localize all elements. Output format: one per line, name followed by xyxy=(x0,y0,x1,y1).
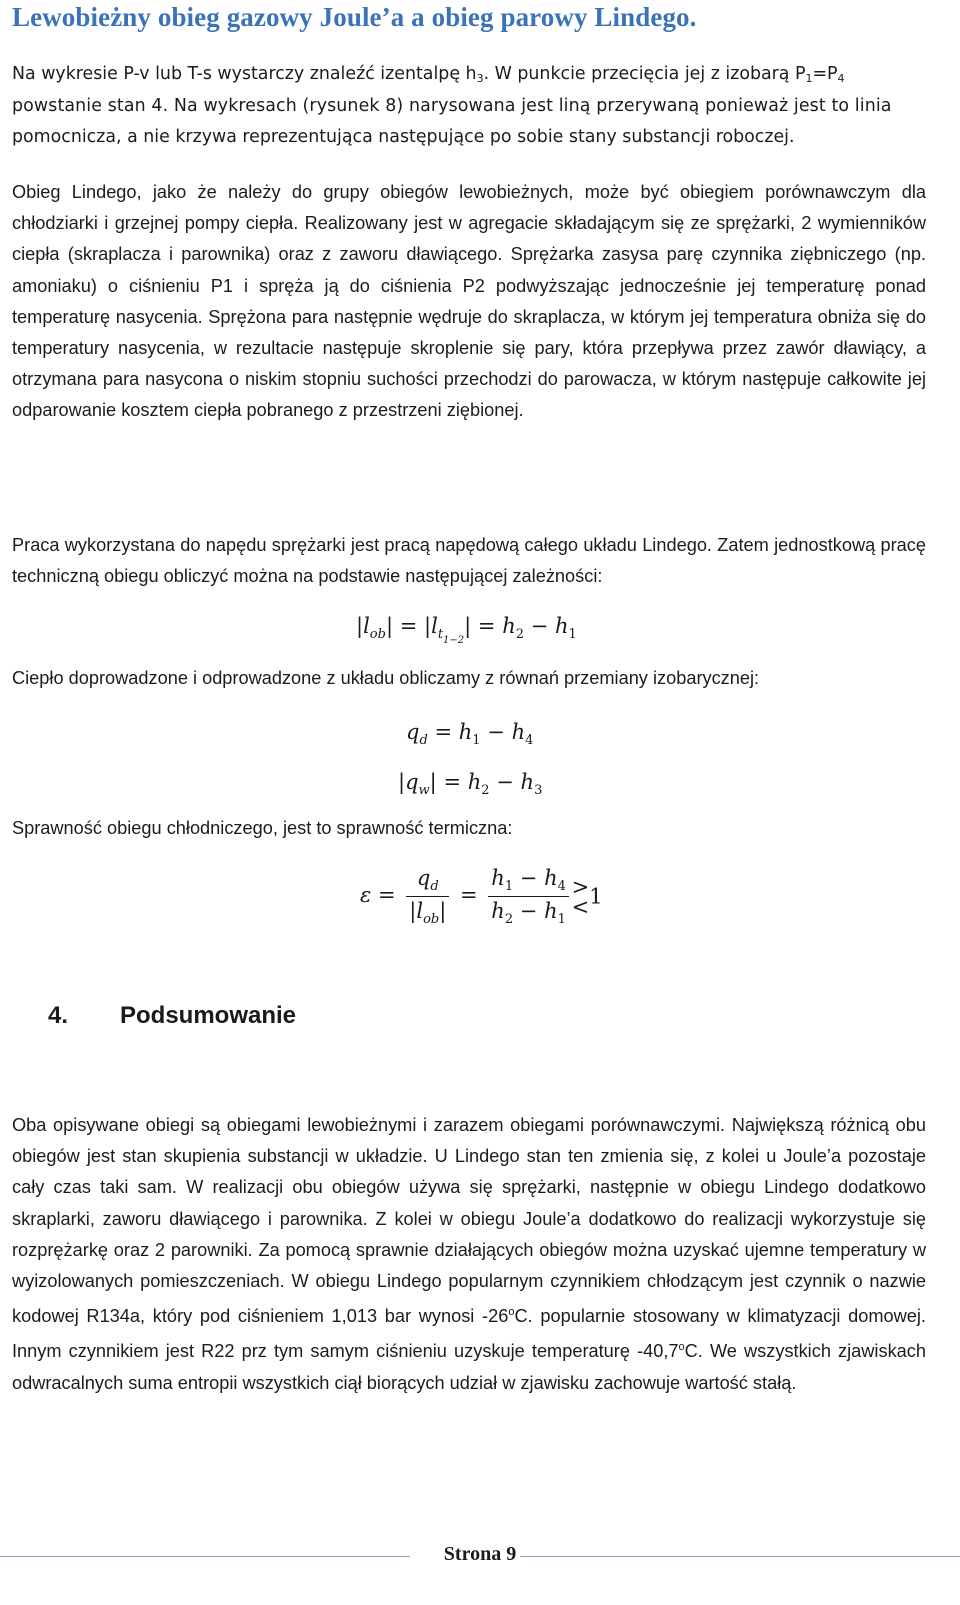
equation-heat-out: $|q_w| = h_2 - h_3$ xyxy=(398,770,543,798)
section-title: Podsumowanie xyxy=(120,1002,297,1029)
intro-sub-1: 1 xyxy=(805,72,813,85)
efficiency-fraction-1: $\frac{q_d}{|l_{ob}|}$ xyxy=(406,866,449,927)
intro-text-a: Na wykresie P-v lub T-s wystarczy znaleźć izentalpę h xyxy=(12,64,477,84)
summary-paragraph: Oba opisywane obiegi są obiegami lewobieżnymi i zarazem obiegami porównawczymi. Największą różnicą obu obiegów jest stan skupienia substancji w układzie. U Lindego stan ten zmienia się, z kolei u Joule’a pozostaje cały czas taki sam. W realizacji obu obiegów używa się sprężarki, następnie w obiegu Lindego dodatkowo skraplarki, zaworu dławiącego i parownika. Z kolei w obiegu Joule’a dodatkowo do realizacji wykorzystuje się rozprężarkę oraz 2 parowniki. Za pomocą sprawnie działających obiegów można uzyskać ujemne temperatury w wyizolowanych pomieszczeniach. W obiegu Lindego popularnym czynnikiem chłodzącym jest czynnik o nazwie kodowej R134a, który pod ciśnieniem 1,013 bar wynosi -26$^o$C. popularnie stosowany w klimatyzacji domowej. Innym czynnikiem jest R22 prz tym samym ciśnieniu uzyskuje temperaturę -40,7$^o$C. We wszystkich zjawiskach odwracalnych suma entropii wszystkich ciął biorących udział w zjawisku zachowuje wartość stałą. xyxy=(12,1115,926,1393)
section-number: 4. xyxy=(48,1002,69,1029)
intro-sub-4: 4 xyxy=(837,72,845,85)
efficiency-fraction-2: $\frac{h_1 - h_4}{h_2 - h_1}$ xyxy=(488,866,569,927)
page-number: Strona 9 xyxy=(443,1543,517,1565)
lindego-paragraph: Obieg Lindego, jako że należy do grupy obiegów lewobieżnych, może być obiegiem porównawczym dla chłodziarki i grzejnej pompy ciepła. Realizowany jest w agregacie składającym się ze sprężarki, 2 wymienników ciepła (skraplacza i parownika) oraz z zaworu dławiącego. Sprężarka zasysa parę czynnika ziębniczego (np. amoniaku) o ciśnieniu P1 i spręża ją do ciśnienia P2 podwyższając jednocześnie jej temperaturę ponad temperaturę nasycenia. Sprężona para następnie wędruje do skraplacza, w którym jej temperatura obniża się do temperatury nasycenia, w rezultacie następuje skroplenie się pary, która przepływa przez zawór dławiący, a otrzymana para nasycona o niskim stopniu suchości przechodzi do parowacza, w którym następuje całkowite jej odparowanie kosztem ciepła pobranego z przestrzeni ziębionej. xyxy=(12,182,926,421)
page-title: Lewobieżny obieg gazowy Joule’a a obieg parowy Lindego. xyxy=(12,2,697,32)
equation-efficiency: ε = $\frac{q_d}{|l_{ob}|}$ = $\frac{h_1 - h_4}{h_2 - h_1}$ > < 1 xyxy=(360,866,603,927)
intro-line-3: pomocnicza, a nie krzywa reprezentująca następujące po sobie stany substancji roboczej. xyxy=(12,127,795,147)
intro-line-2: powstanie stan 4. Na wykresach (rysunek 8) narysowana jest liną przerywaną ponieważ jest to linia xyxy=(12,96,892,116)
sprawnosc-line: Sprawność obiegu chłodniczego, jest to sprawność termiczna: xyxy=(12,818,513,838)
equation-work: $|l_{ob}| = |l_{t_{1-2}}| = h_2 - h_1$ xyxy=(356,614,577,646)
intro-sub-3: 3 xyxy=(476,72,484,85)
equation-heat-in: $q_d = h_1 - h_4$ xyxy=(406,720,534,748)
intro-text-c: =P xyxy=(812,64,838,84)
section-heading xyxy=(48,1002,296,1030)
cieplo-line: Ciepło doprowadzone i odprowadzone z układu obliczamy z równań przemiany izobarycznej: xyxy=(12,668,760,688)
intro-line-1 xyxy=(12,64,845,85)
praca-paragraph: Praca wykorzystana do napędu sprężarki jest pracą napędową całego układu Lindego. Zatem jednostkową pracę techniczną obiegu obliczyć można na podstawie następującej zależności: xyxy=(12,535,926,587)
intro-text-b: . W punkcie przecięcia jej z izobarą P xyxy=(483,64,806,84)
